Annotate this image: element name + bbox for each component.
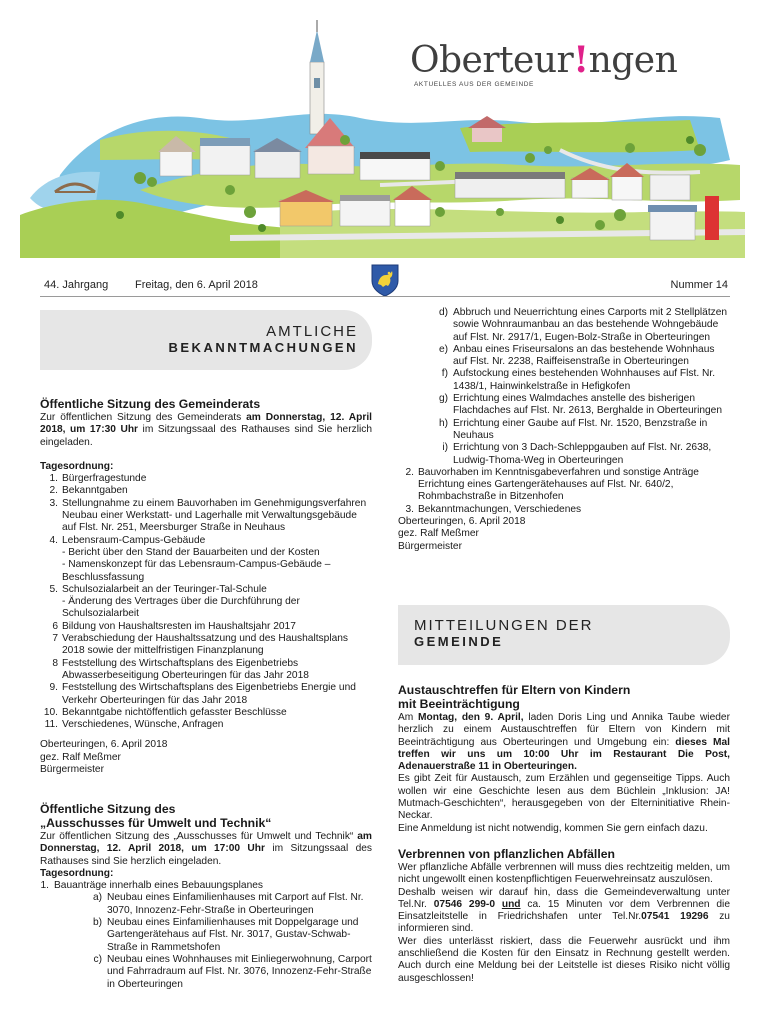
agenda-item-number: 3. (405, 503, 414, 515)
agenda-item-number: 11. (44, 719, 58, 731)
logo-title-part1: Oberteur (410, 40, 574, 81)
municipal-crest-icon (370, 263, 400, 297)
agenda-item-text: Feststellung des Wirtschaftsplans des Eigenbetriebs Energie und Verkehr Oberteuringen für das Jahr 2018 (62, 682, 356, 706)
agenda-item-number: 1. (49, 473, 58, 485)
agenda-item-text: Stellungnahme zu einem Bauvorhaben im Genehmigungsverfahren Neubau einer Werkstatt- und Lagerhalle mit Verwaltungsgebäude auf Flst. Nr. 251, Meersburger Straße in Neuhaus (62, 497, 367, 534)
signature: gez. Ralf Meßmer (40, 751, 121, 763)
agenda-item-number: 2. (405, 466, 414, 478)
agenda-item-number: 2. (49, 485, 58, 497)
masthead-logo (410, 40, 677, 88)
article-paragraph: Es gibt Zeit für Austausch, zum Erzählen und gegenseitige Tipps. Auch wollen wir eine Geschichte lesen aus dem Büchlein „Inklusion: JA! Mutmach-Geschichten“, herausgegeben von der Elterninitiative Rhein-Neckar. (398, 773, 730, 822)
sub-item-list (40, 892, 372, 990)
issue-date: Freitag, den 6. April 2018 (135, 279, 258, 291)
agenda-list (398, 467, 730, 516)
agenda-item-number: 7 (52, 633, 58, 645)
sub-item-text: Neubau eines Wohnhauses mit Einliegerwohnung, Carport und Fahrradraum auf Flst. Nr. 3076, Innozenz-Fehr-Straße in Oberteuringen (107, 953, 372, 990)
article-ausschuss-continued (398, 307, 730, 553)
sub-item (40, 954, 372, 991)
agenda-list (40, 473, 372, 731)
intro-text-end: im Sitzungssaal des Rathauses sind Sie herzlich eingeladen. (40, 843, 372, 867)
sub-item-text: Errichtung einer Gaube auf Flst. Nr. 1520, Benzstraße in Neuhaus (453, 417, 708, 441)
sub-item-number: i) (442, 442, 448, 454)
sub-item-number: g) (438, 393, 448, 405)
agenda-item (40, 880, 372, 892)
masthead-illustration (0, 0, 770, 268)
place-date: Oberteuringen, 6. April 2018 (40, 739, 168, 751)
agenda-item (40, 719, 372, 731)
agenda-item (40, 473, 372, 485)
intro-date: am Donnerstag, 12. April 2018, um 17:00 Uhr (40, 831, 372, 855)
agenda-item (40, 633, 372, 658)
agenda-item-text: Verabschiedung der Haushaltssatzung und des Haushaltsplans 2018 sowie der mittelfristigen Finanzplanung (62, 633, 349, 657)
paragraph-text: zu informieren sind. (398, 911, 730, 935)
sub-item-list (398, 307, 730, 467)
agenda-item (398, 467, 730, 504)
agenda-item-number: 9. (49, 682, 58, 694)
logo-title-part2: ngen (588, 40, 678, 81)
sub-item-number: d) (438, 307, 448, 318)
agenda-item (40, 498, 372, 535)
article-intro (40, 831, 372, 868)
agenda-item-text: Schulsozialarbeit an der Teuringer-Tal-Schule - Änderung des Vertrages über die Durchführung der Schulsozialarbeit (62, 583, 300, 620)
paragraph-text: laden Doris Ling und Annika Taube wieder herzlich zu einem Austauschtreffen für Eltern von Kindern mit Beeinträchtigung aus Oberteuringen und Umgebung ein: (398, 712, 730, 748)
agenda-item-text: Bürgerfragestunde (62, 473, 147, 485)
intro-text-end: im Sitzungssaal des Rathauses sind Sie herzlich eingeladen. (40, 424, 372, 448)
article-paragraph: Eine Anmeldung ist nicht notwendig, kommen Sie gern einfach dazu. (398, 822, 708, 834)
place-date: Oberteuringen, 6. April 2018 (398, 516, 526, 528)
intro-text: Zur öffentlichen Sitzung des „Ausschusses für Umwelt und Technik“ (40, 831, 358, 842)
agenda-item-text: Bekanntmachungen, Verschiedenes (418, 503, 582, 515)
signature: gez. Ralf Meßmer (398, 528, 479, 540)
agenda-label (40, 461, 372, 473)
sub-item (398, 307, 730, 344)
logo-title (410, 40, 677, 81)
agenda-item-text: Feststellung des Wirtschaftsplans des Eigenbetriebs Abwasserbeseitigung Oberteuringen für das Jahr 2018 (62, 657, 309, 681)
agenda-item (398, 504, 730, 516)
agenda-item-text: Bekanntgaben (62, 485, 128, 497)
agenda-item-number: 5. (49, 583, 58, 595)
heading-line1: Öffentliche Sitzung des (40, 802, 176, 816)
agenda-item-text: Bauvorhaben im Kenntnisgabeverfahren und sonstige Anträge Errichtung eines Gartengerätehauses auf Flst. Nr. 640/2, Rohmbachstraße in Bitzenhofen (418, 466, 699, 503)
article-heading: Öffentliche Sitzung des Gemeinderats (40, 397, 261, 411)
article-paragraph (398, 712, 730, 773)
section-mitteilungen (398, 605, 730, 665)
sub-item-text: Neubau eines Einfamilienhauses mit Carport auf Flst. Nr. 3070, Innozenz-Fehr-Straße in Oberteuringen (107, 892, 364, 916)
agenda-item-text: Bekanntgabe nichtöffentlich gefasster Beschlüsse (62, 706, 287, 718)
header-divider (40, 296, 730, 297)
phone-leitstelle: 07541 19296 (641, 911, 709, 923)
sub-item-text: Errichtung eines Walmdaches anstelle des bisherigen Flachdaches auf Flst. Nr. 2613, Berghalde in Oberteuringen (453, 393, 722, 417)
sub-item (398, 418, 730, 443)
agenda-item-number: 3. (49, 497, 58, 509)
sub-item-text: Aufstockung eines bestehenden Wohnhauses auf Flst. Nr. 1438/1, Hainwinkelstraße in Hefigkofen (453, 368, 716, 392)
article-austausch (398, 683, 730, 985)
agenda-item-number: 1. (40, 880, 49, 892)
issue-volume: 44. Jahrgang (44, 279, 109, 291)
sub-item (40, 917, 372, 954)
space (495, 899, 502, 910)
phone-gemeinde: 07546 299-0 (433, 898, 495, 910)
heading-line2: „Ausschusses für Umwelt und Technik“ (40, 816, 272, 830)
agenda-item (40, 658, 372, 683)
sub-item-number: h) (438, 417, 448, 429)
emphasis-und: und (501, 898, 521, 910)
heading-line1: Austauschtreffen für Eltern von Kindern (398, 683, 631, 697)
sub-item (398, 442, 730, 467)
article-paragraph (398, 887, 730, 936)
intro-date: am Donnerstag, 12. April 2018, um 17:30 Uhr (40, 412, 373, 436)
sub-item-number: f) (441, 368, 448, 380)
article-heading (40, 802, 372, 830)
sub-item (40, 892, 372, 917)
agenda-item-number: 8 (52, 657, 58, 669)
agenda-label-text: Tagesordnung: (40, 867, 114, 879)
article-intro (40, 412, 372, 449)
paragraph-text: Am (398, 712, 419, 723)
agenda-item (40, 535, 372, 584)
section-amtliche-bekanntmachungen (40, 310, 372, 370)
paragraph-text: ca. 15 Minuten vor dem Verbrennen die Einsatzleitstelle in Friedrichshafen unter Tel.Nr. (398, 898, 730, 923)
agenda-item (40, 584, 372, 621)
article-heading (398, 683, 730, 711)
article-heading: Verbrennen von pflanzlichen Abfällen (398, 846, 615, 861)
event-location: dieses Mal treffen wir uns um 10:00 Uhr im Restaurant Die Post, Adenauerstraße 11 in Oberteuringen. (398, 736, 730, 773)
paragraph-text: Deshalb weisen wir darauf hin, dass die Gemeindeverwaltung unter Tel.Nr. (398, 886, 730, 910)
heading-line2: mit Beeinträchtigung (398, 697, 520, 711)
agenda-item-text: Verschiedenes, Wünsche, Anfragen (62, 719, 224, 731)
agenda-item (40, 682, 372, 707)
signature-role: Bürgermeister (40, 764, 104, 776)
agenda-item-number: 4. (49, 534, 58, 546)
section-title-line1: MITTEILUNGEN DER (414, 617, 594, 634)
article-ausschuss (40, 802, 372, 991)
agenda-item (40, 485, 372, 497)
sub-item-number: e) (438, 343, 448, 355)
sub-item-text: Anbau eines Friseursalons an das bestehende Wohnhaus auf Flst. Nr. 2238, Raiffeisenstraße in Oberteuringen (453, 343, 715, 368)
sub-item-number: a) (92, 892, 102, 904)
article-paragraph: Wer pflanzliche Abfälle verbrennen will muss dies rechtzeitig melden, um nicht ungewollt einen kostenpflichtigen Feuerwehreinsatz auszulösen. (398, 861, 730, 886)
signature-role: Bürgermeister (398, 540, 462, 552)
agenda-item (40, 621, 372, 633)
agenda-item-text: Bauanträge innerhalb eines Bebauungsplanes (54, 880, 264, 892)
sub-item-number: b) (92, 917, 102, 929)
event-date: Montag, den 9. April, (418, 712, 524, 723)
section-title-line1: AMTLICHE (266, 323, 358, 340)
agenda-item-number: 6 (52, 620, 58, 632)
sub-item (398, 368, 730, 393)
agenda-item-text: Bildung von Haushaltsresten im Haushaltsjahr 2017 (62, 620, 296, 632)
sub-item-number: c) (93, 953, 102, 965)
sub-item-text: Errichtung von 3 Dach-Schleppgauben auf Flst. Nr. 2638, Ludwig-Thoma-Weg in Oberteuringen (453, 442, 712, 466)
article-gemeinderat (40, 397, 372, 776)
intro-text: Zur öffentlichen Sitzung des Gemeinderats (40, 412, 247, 423)
section-title-line2: BEKANNTMACHUNGEN (168, 340, 358, 355)
sub-item-text: Abbruch und Neuerrichtung eines Carports mit 2 Stellplätzen sowie Wohnraumanbau an das bestehende Wohngebäude auf Flst. Nr. 2917/1, Eugen-Bolz-Straße in Oberteuringen (453, 307, 728, 343)
article-paragraph: Wer dies unterlässt riskiert, dass die Feuerwehr ausrückt und ihm anschließend die Kosten für den Einsatz in Rechnung gestellt werden. Auch durch eine Meldung bei der Leitstelle ist dieses Risiko nicht völlig ausgeschlossen! (398, 935, 730, 984)
agenda-item-text: Lebensraum-Campus-Gebäude - Bericht über den Stand der Bauarbeiten und der Kosten - Namenskonzept für das Lebensraum-Campus-Gebäude – Beschlussfassung (62, 534, 331, 583)
agenda-label-text: Tagesordnung: (40, 460, 114, 472)
sub-item-text: Neubau eines Einfamilienhauses mit Doppelgarage und Gartengerätehaus auf Flst. Nr. 3017, Gustav-Schwab-Straße in Rammetshofen (107, 917, 359, 953)
sub-item (398, 344, 730, 369)
sub-item (398, 393, 730, 418)
agenda-label (40, 868, 372, 880)
logo-subtitle: AKTUELLES AUS DER GEMEINDE (414, 81, 534, 88)
issue-number: Nummer 14 (670, 279, 728, 291)
agenda-item-number: 10. (43, 706, 58, 718)
section-title-line2: GEMEINDE (414, 634, 504, 649)
logo-exclamation: ! (573, 39, 589, 81)
agenda-item (40, 707, 372, 719)
